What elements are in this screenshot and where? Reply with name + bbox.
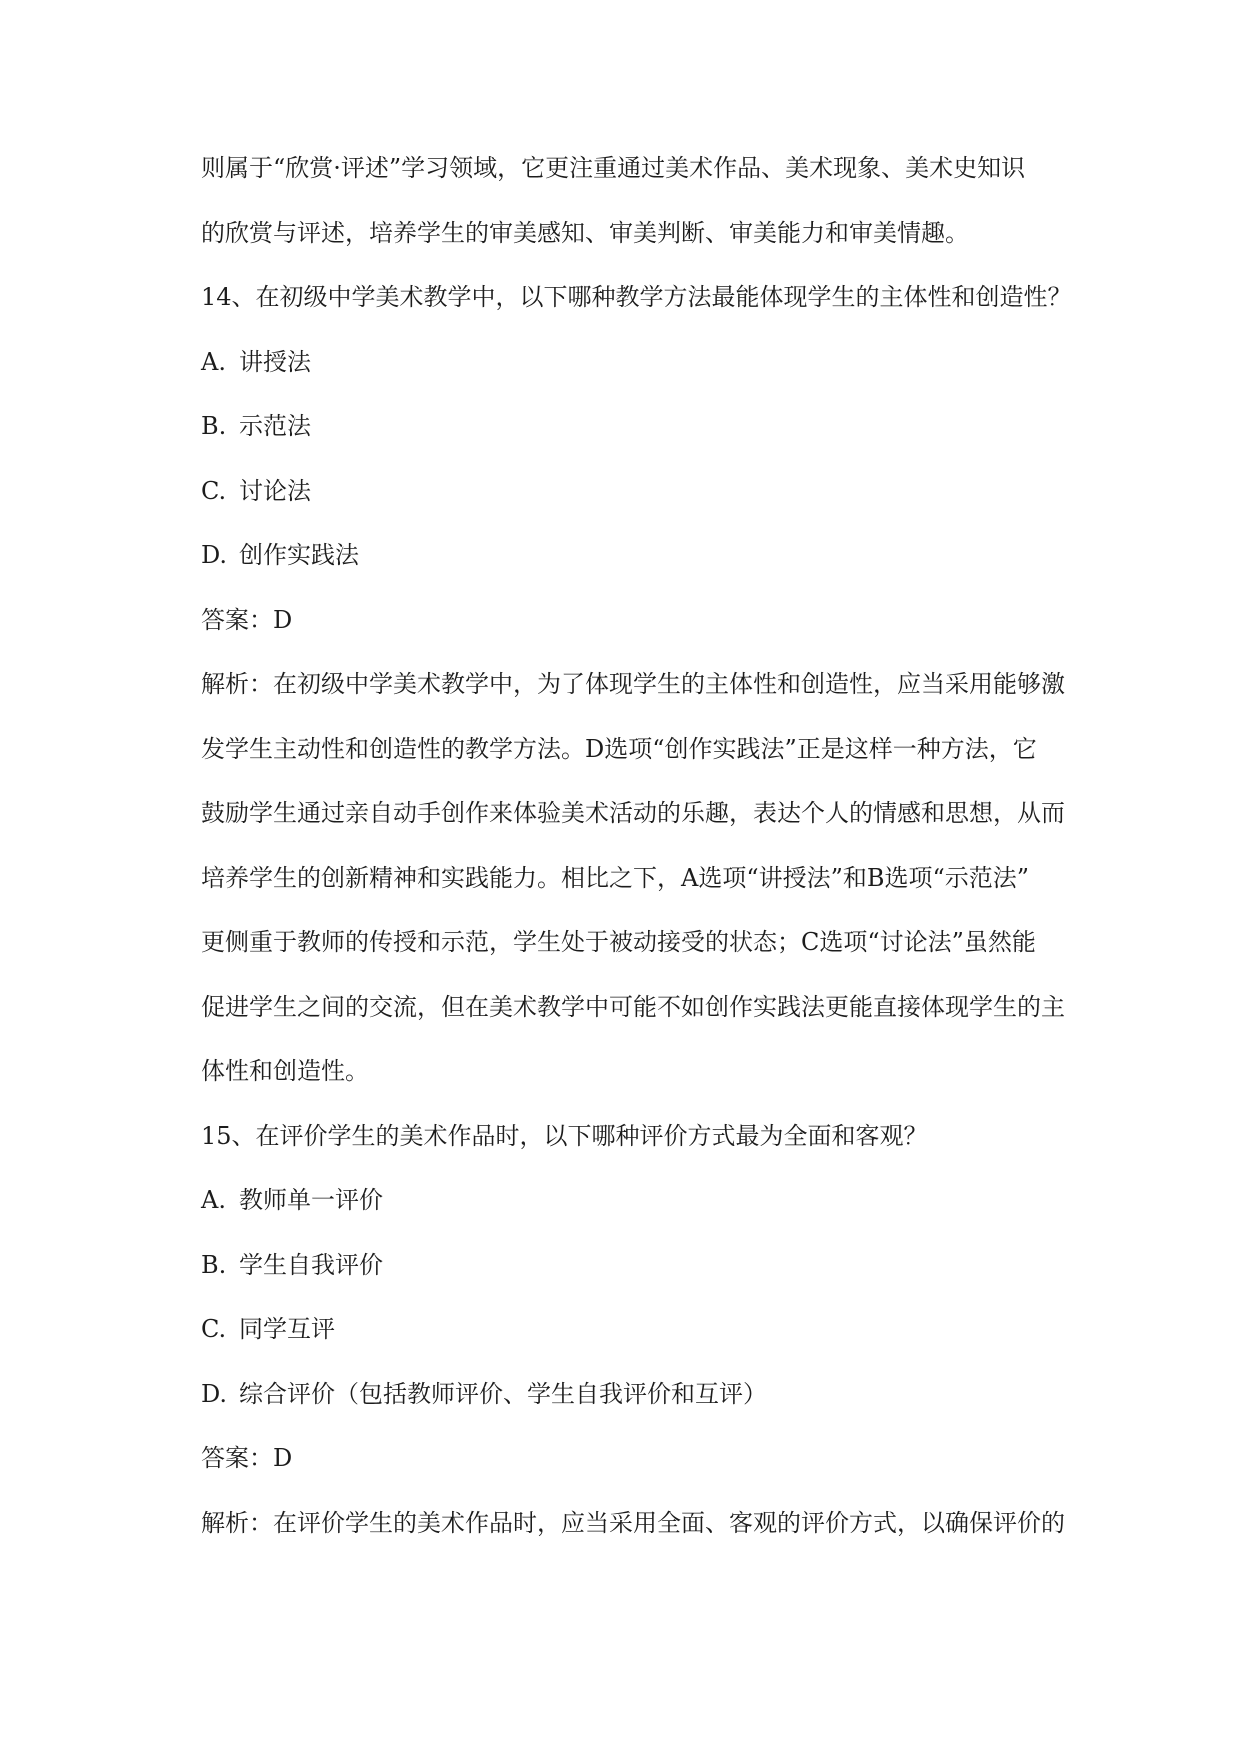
- q15-answer: 答案：D: [201, 1444, 293, 1472]
- option-letter: C.: [201, 1315, 227, 1343]
- option-letter: C.: [201, 476, 227, 505]
- intro-line-1: 则属于“欣赏·评述”学习领域，它更注重通过美术作品、美术现象、美术史知识: [201, 154, 1026, 182]
- document-body: [201, 136, 1091, 1555]
- q14-analysis-line: 解析：在初级中学美术教学中，为了体现学生的主体性和创造性，应当采用能够激: [201, 670, 1065, 698]
- question-14: 14、在初级中学美术教学中，以下哪种教学方法最能体现学生的主体性和创造性？: [201, 283, 1072, 311]
- option-text: 学生自我评价: [239, 1250, 383, 1279]
- option-text: 讲授法: [239, 347, 311, 376]
- q14-analysis-line: 体性和创造性。: [201, 1057, 369, 1085]
- q15-option-c: [201, 1297, 1091, 1362]
- option-text: 讨论法: [239, 476, 311, 505]
- option-letter: A.: [201, 1186, 226, 1214]
- q14-option-d: [201, 523, 1091, 588]
- q14-analysis-line: 促进学生之间的交流，但在美术教学中可能不如创作实践法更能直接体现学生的主: [201, 992, 1065, 1021]
- option-text: 创作实践法: [239, 541, 359, 569]
- option-text: 综合评价（包括教师评价、学生自我评价和互评）: [239, 1379, 767, 1408]
- q14-answer: 答案：D: [201, 605, 293, 634]
- option-letter: B.: [201, 1250, 227, 1279]
- option-letter: A.: [201, 347, 226, 376]
- q14-analysis-line: 更侧重于教师的传授和示范，学生处于被动接受的状态；C选项“讨论法”虽然能: [201, 928, 1036, 956]
- q15-option-b: [201, 1233, 1091, 1298]
- option-letter: B.: [201, 412, 227, 440]
- q15-option-a: [201, 1168, 1091, 1233]
- q14-analysis-line: 鼓励学生通过亲自动手创作来体验美术活动的乐趣，表达个人的情感和思想，从而: [201, 799, 1065, 827]
- option-letter: D.: [201, 541, 228, 569]
- option-text: 教师单一评价: [239, 1186, 383, 1214]
- q15-option-d: [201, 1362, 1091, 1427]
- option-text: 示范法: [239, 412, 311, 440]
- q14-option-c: [201, 459, 1091, 524]
- option-letter: D.: [201, 1379, 228, 1408]
- q14-analysis-line: 发学生主动性和创造性的教学方法。D选项“创作实践法”正是这样一种方法，它: [201, 734, 1037, 763]
- q14-option-a: [201, 330, 1091, 395]
- q14-analysis-line: 培养学生的创新精神和实践能力。相比之下，A选项“讲授法”和B选项“示范法”: [201, 863, 1030, 892]
- option-text: 同学互评: [239, 1315, 335, 1343]
- question-15: 15、在评价学生的美术作品时，以下哪种评价方式最为全面和客观？: [201, 1121, 928, 1150]
- intro-line-2: 的欣赏与评述，培养学生的审美感知、审美判断、审美能力和审美情趣。: [201, 218, 969, 247]
- q14-option-b: [201, 394, 1091, 459]
- q15-analysis-line: 解析：在评价学生的美术作品时，应当采用全面、客观的评价方式，以确保评价的: [201, 1508, 1065, 1537]
